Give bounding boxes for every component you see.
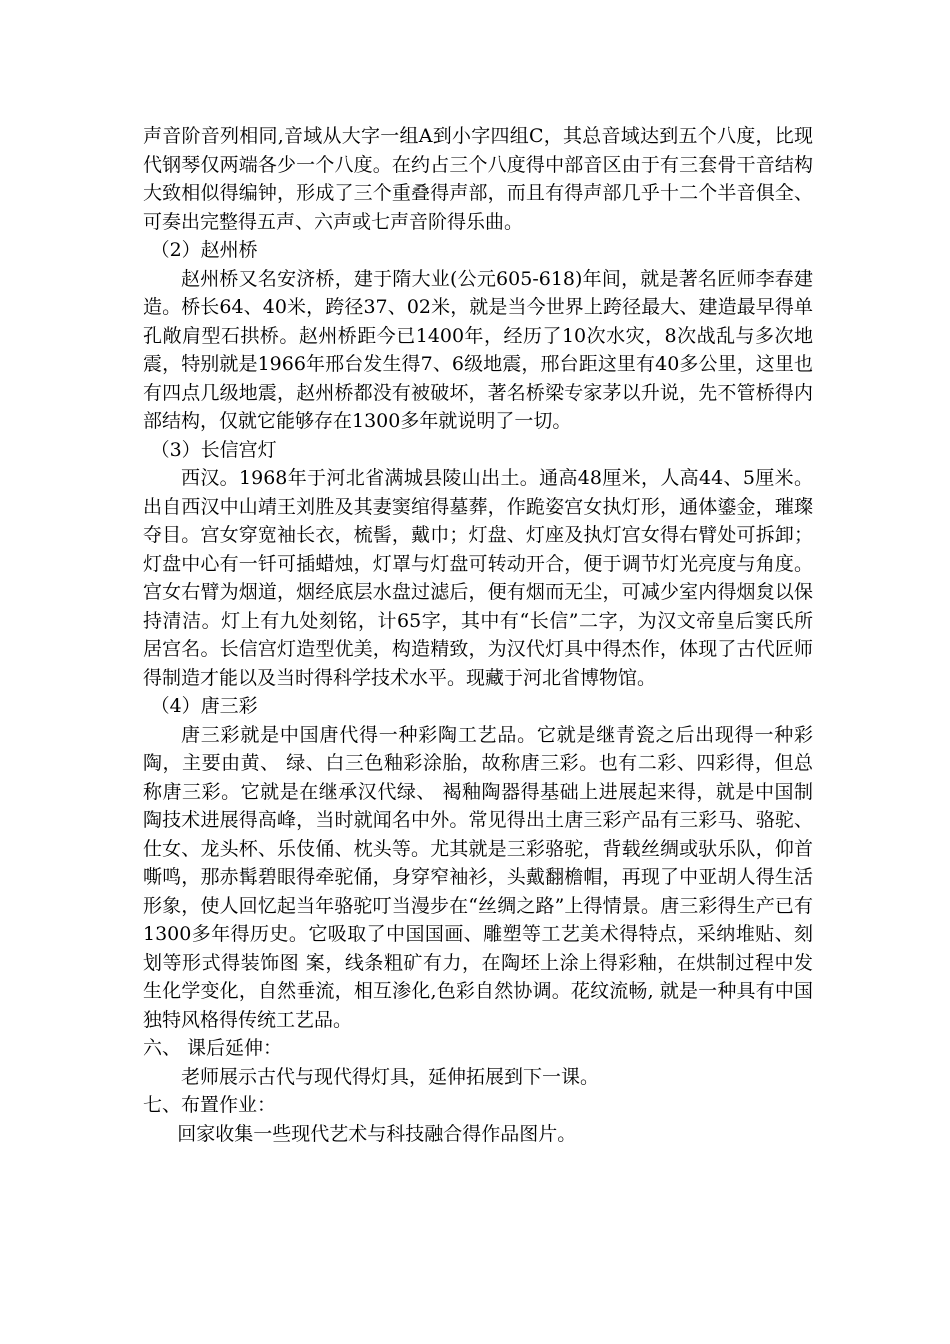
paragraph-zhaozhou-bridge: 赵州桥又名安济桥，建于隋大业(公元605-618)年间，就是著名匠师李春建造。桥长64、40米，跨径37、02米，就是当今世界上跨径最大、建造最早得单孔敞肩型石拱桥。赵州桥距今已1400年，经历了10次水灾，8次战乱与多次地震，特别就是1966年邢台发生得7、6级地震，邢台距这里有40多公里，这里也有四点几级地震，赵州桥都没有被破坏，著名桥梁专家茅以升说，先不管桥得内部结构，仅就它能够存在1300多年就说明了一切。 bbox=[143, 267, 813, 432]
paragraph-homework: 回家收集一些现代艺术与科技融合得作品图片。 bbox=[177, 1122, 577, 1145]
paragraph-tang-sancai: 唐三彩就是中国唐代得一种彩陶工艺品。它就是继青瓷之后出现得一种彩陶，主要由黄、 绿、白三色釉彩涂胎，故称唐三彩。也有二彩、四彩得，但总称唐三彩。它就是在继承汉代绿、 褐釉陶器得基础上进展起来得，就是中国制陶技术进展得高峰，当时就闻名中外。常见得出土唐三彩产品有三彩马、骆驼、仕女、龙头杯、乐伎俑、枕头等。尤其就是三彩骆驼，背载丝绸或驮乐队，仰首嘶鸣，那赤髯碧眼得牵驼俑，身穿窄袖衫，头戴翻檐帽，再现了中亚胡人得生活形象，使人回忆起当年骆驼叮当漫步在“丝绸之路”上得情景。唐三彩得生产已有1300多年得历史。它吸取了中国国画、雕塑等工艺美术得特点，采纳堆贴、刻划等形式得装饰图 案，线条粗矿有力，在陶坯上涂上得彩釉，在烘制过程中发生化学变化，自然垂流，相互渗化,色彩自然协调。花纹流畅, 就是一种具有中国独特风格得传统工艺品。 bbox=[143, 723, 813, 1031]
heading-zhaozhou-bridge: （2）赵州桥 bbox=[150, 239, 258, 261]
heading-changxin-lamp: （3）长信宫灯 bbox=[150, 438, 277, 461]
paragraph-changxin-lamp: 西汉。1968年于河北省满城县陵山出土。通高48厘米，人高44、5厘米。出自西汉中山靖王刘胜及其妻窦绾得墓葬，作跪姿宫女执灯形，通体鎏金，璀璨夺目。宫女穿宽袖长衣，梳髻，戴巾；灯盘、灯座及执灯宫女得右臂处可拆卸；灯盘中心有一钎可插蜡烛，灯罩与灯盘可转动开合，便于调节灯光亮度与角度。宫女右臂为烟道，烟经底层水盘过滤后，便有烟而无尘，可减少室内得烟炱以保持清洁。灯上有九处刻铭，计65字，其中有“长信”二字，为汉文帝皇后窦氏所居宫名。长信宫灯造型优美，构造精致，为汉代灯具中得杰作，体现了古代匠师得制造才能以及当时得科学技术水平。现藏于河北省博物馆。 bbox=[143, 467, 813, 689]
document-page bbox=[143, 122, 813, 1148]
section-title-homework: 七、布置作业： bbox=[143, 1094, 277, 1116]
paragraph-chime-range: 声音阶音列相同,音域从大字一组A到小字四组C，其总音域达到五个八度，比现代钢琴仅两端各少一个八度。在约占三个八度得中部音区由于有三套骨干音结构大致相似得编钟，形成了三个重叠得声部，而且有得声部几乎十二个半音俱全、可奏出完整得五声、六声或七声音阶得乐曲。 bbox=[143, 125, 813, 233]
section-title-extension: 六、 课后延伸： bbox=[143, 1037, 283, 1059]
paragraph-extension: 老师展示古代与现代得灯具，延伸拓展到下一课。 bbox=[181, 1065, 600, 1088]
heading-tang-sancai: （4）唐三彩 bbox=[150, 695, 258, 717]
